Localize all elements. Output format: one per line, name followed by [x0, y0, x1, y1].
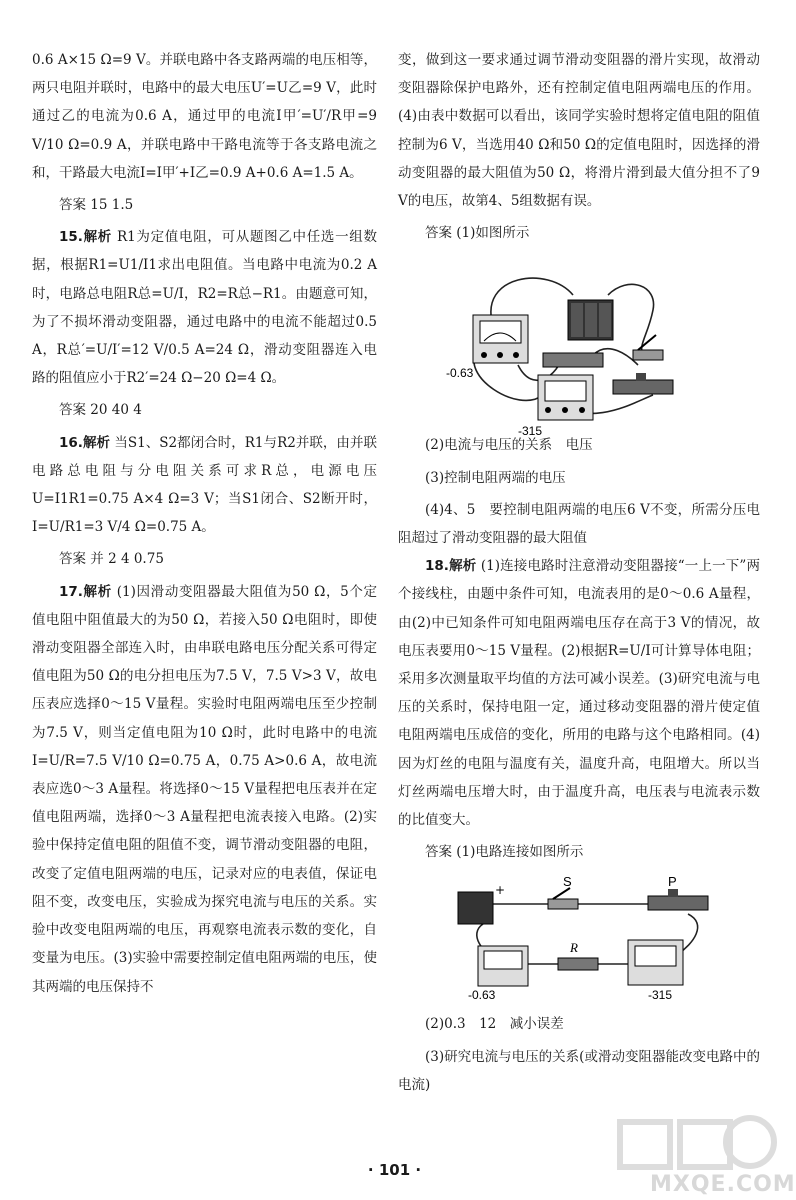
- explanation: (1)因滑动变阻器最大阻值为50 Ω，5个定值电阻中阻值最大的为50 Ω，若接入50 Ω电阻时，即使滑动变阻器全部连入时，由串联电路电压分配关系可得定值电阻为50 Ω的电分担电压为7.5 V，7.5 V>3 V，故电压表应选择0～15 V量程。实验时电阻两端电压至少控制为7.5 V，则当定值电阻为10 Ω时，此时电路中的电流I=U/R=7.5 V/10 Ω=0.75 A，0.75 A>0.6 A，故电流表应选0～3 A量程。将选择0～15 V量程把电压表并在定值电阻两端，选择0～3 A量程把电流表接入电路。(2)实验中保持定值电阻的阻值不变，调节滑动变阻器的电阻，改变了定值电阻两端的电压，记录对应的电表值，保证电阻不变，改变电压，实验成为探究电流与电压的关系。实验中改变电阻两端的电压，再观察电流表示数的变化，自变量为电压。(3)实验中需要控制定值电阻两端的电压，使其两端的电压保持不: [32, 583, 378, 995]
- answer-17-part2: (2)电流与电压的关系 电压: [425, 437, 593, 454]
- paragraph: 变，做到这一要求通过调节滑动变阻器的滑片实现，故滑动变阻器除保护电路外，还有控制定值电阻两端电压的作用。(4)由表中数据可以看出，该同学实验时想将定值电阻的阻值控制为6 V，当选用40 Ω和50 Ω的定值电阻时，因选择的滑动变阻器的最大阻值为50 Ω，将滑片滑到最大值分担不了9 V的电压，故第4、5组数据有误。: [398, 52, 760, 210]
- explanation: R1为定值电阻，可从题图乙中任选一组数据，根据R1=U1/I1求出电阻值。当电路中电流为0.2 A时，电路总电阻R总=U/I，R2=R总−R1。由题意可知，为了不损坏滑动变阻器，通过电路中的电流不能超过0.5 A，R总′=U/I′=12 V/0.5 A=24 Ω，滑动变阻器连入电路的阻值应小于R2′=24 Ω−20 Ω=4 Ω。: [32, 229, 377, 387]
- ammeter-scale-label: -0.63: [446, 366, 474, 381]
- answer-15: 答案 20 40 4: [59, 402, 142, 419]
- switch-icon: [548, 888, 578, 909]
- explanation: 当S1、S2都闭合时，R1与R2并联，由并联电路总电阻与分电阻关系可求R总，电源电压U=I1R1=0.75 A×4 Ω=3 V；当S1闭合、S2断开时，I=U/R1=3 V/4 Ω=0.75 A。: [32, 434, 377, 536]
- rheostat-label: P: [668, 874, 677, 890]
- circuit-figure-1: [398, 255, 760, 439]
- question-number: 17.解析: [59, 583, 112, 600]
- voltmeter-icon: [538, 375, 593, 420]
- answer-17-part3: (3)控制电阻两端的电压: [425, 469, 566, 486]
- voltmeter-icon: [628, 940, 683, 985]
- switch-icon: [633, 335, 663, 360]
- ammeter-icon: [473, 315, 528, 363]
- voltmeter-scale-label: -315: [518, 424, 543, 439]
- question-17: [32, 578, 377, 1001]
- question-number: 15.解析: [59, 229, 112, 246]
- watermark-text: MXQE.COM: [650, 1172, 796, 1197]
- page-number: · 101 ·: [367, 1161, 422, 1179]
- paragraph: 0.6 A×15 Ω=9 V。并联电路中各支路两端的电压相等，两只电阻并联时，电路中的最大电压U′=U乙=9 V，此时通过乙的电流为0.6 A，通过甲的电流I甲′=U′/R甲=9 V/10 Ω=0.9 A，并联电路中干路电流等于各支路电流之和，干路最大电流I=I甲′+I乙=0.9 A+0.6 A=1.5 A。: [32, 52, 377, 181]
- voltmeter-scale-label: -315: [648, 988, 673, 1003]
- answer-18-part3: (3)研究电流与电压的关系(或滑动变阻器能改变电路中的电流): [398, 1048, 760, 1093]
- answer-18-part2: (2)0.3 12 减小误差: [425, 1016, 564, 1033]
- resistor-icon: [543, 353, 603, 367]
- answer-17-part1: 答案 (1)如图所示: [425, 225, 530, 242]
- answer-16: 答案 并 2 4 0.75: [59, 551, 164, 568]
- rheostat-icon: [648, 889, 708, 910]
- switch-label: S: [563, 874, 572, 890]
- right-column: [398, 46, 760, 1099]
- ammeter-scale-label: -0.63: [468, 988, 496, 1003]
- circuit-figure-2: [398, 874, 760, 1004]
- question-15: [32, 223, 377, 392]
- ammeter-icon: [478, 946, 528, 986]
- answer-17-part4: (4)4、5 要控制电阻两端的电压6 V不变，所需分压电阻超过了滑动变阻器的最大阻值: [398, 501, 760, 547]
- question-16: [32, 429, 377, 542]
- question-number: 18.解析: [425, 558, 477, 575]
- answer-14: 答案 15 1.5: [59, 197, 134, 214]
- resistor-icon: [558, 958, 598, 970]
- question-18: [398, 552, 760, 834]
- plus-label: +: [495, 883, 506, 898]
- left-column: [32, 46, 377, 1001]
- rheostat-icon: [613, 373, 673, 394]
- resistor-label: R: [570, 940, 578, 956]
- explanation: (1)连接电路时注意滑动变阻器接“一上一下”两个接线柱，由题中条件可知，电流表用的是0～0.6 A量程，由(2)中已知条件可知电阻两端电压存在高于3 V的情况，故电压表要用0～15 V量程。(2)根据R=U/I可计算导体电阻；采用多次测量取平均值的方法可减小误差。(3)研究电流与电压的关系时，保持电阻一定，通过移动变阻器的滑片使定值电阻两端电压成倍的变化，所用的电路与这个电路相同。(4)因为灯丝的电阻与温度有关，温度升高，电阻增大。所以当灯丝两端电压增大时，由于温度升高，电压表与电流表示数的比值变大。: [398, 558, 760, 829]
- battery-icon: [568, 300, 613, 340]
- battery-icon: [458, 892, 493, 924]
- question-number: 16.解析: [59, 434, 110, 451]
- answer-18-part1: 答案 (1)电路连接如图所示: [425, 844, 584, 861]
